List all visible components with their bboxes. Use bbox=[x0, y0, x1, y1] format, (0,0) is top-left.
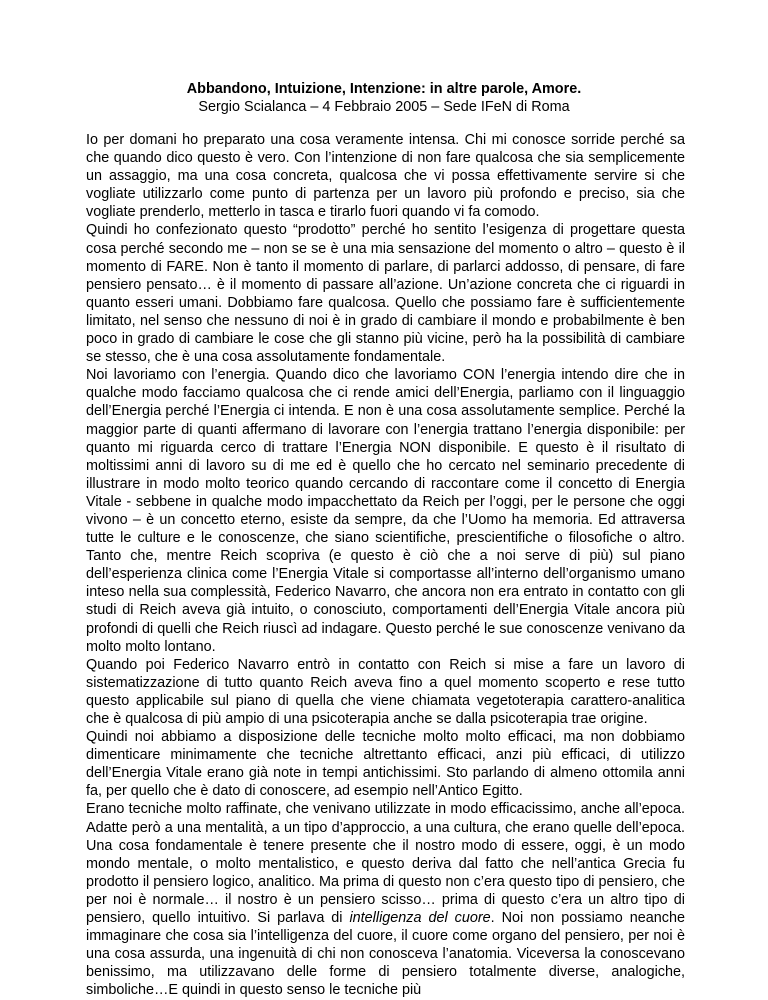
paragraph: Quindi noi abbiamo a disposizione delle tecniche molto molto efficaci, ma non dobbiamo dimenticare minimamente che tecniche altrettanto efficaci, anzi più efficaci, di utilizzo dell’Energia Vitale erano già note in tempi antichissimi. Sto parlando di almeno ottomila anni fa, per quello che è dato di conoscere, ad esempio nell’Antico Egitto. bbox=[86, 729, 685, 800]
document-title: Abbandono, Intuizione, Intenzione: in altre parole, Amore. bbox=[186, 81, 582, 97]
paragraph: Quando poi Federico Navarro entrò in contatto con Reich si mise a fare un lavoro di sistematizzazione di tutto quanto Reich aveva fino a quel momento scoperto e rese tutto questo applicabile sul piano di quella che viene chiamata vegetoterapia carattero-analitica che è qualcosa di più ampio di una psicoterapia anche se dalla psicoterapia trae origine. bbox=[86, 656, 685, 727]
paragraph-text-before: Erano tecniche molto raffinate, che venivano utilizzate in modo efficacissimo, anche all’epoca. Adatte però a una mentalità, a un tipo d’approccio, a una cultura, che erano quelle dell’epoca. Una cosa fondamentale è tenere presente che il nostro modo di essere, oggi, è un modo mondo mentale, o molto mentalistico, e questo deriva dal fatto che nell’antica Grecia fu prodotto il pensiero logico, analitico. Ma prima di questo non c’era questo tipo di pensiero, che per noi è normale… il nostro è un pensiero scisso… prima di questo c’era un altro tipo di pensiero, quello intuitivo. Si parlava di bbox=[86, 801, 685, 927]
paragraph-text-after: . Noi non possiamo neanche immaginare che cosa sia l’intelligenza del cuore, il cuore come organo del pensiero, per noi è una cosa assurda, una ingenuità di chi non conosceva l’anatomia. Viceversa la conoscevano benissimo, ma utilizzavano delle forme di pensiero totalmente diverse, analogiche, simboliche…E quindi in questo senso le tecniche più bbox=[86, 910, 685, 999]
document-header bbox=[0, 80, 768, 116]
italic-phrase: intelligenza del cuore bbox=[349, 910, 491, 927]
paragraph bbox=[86, 800, 685, 999]
paragraph: Io per domani ho preparato una cosa veramente intensa. Chi mi conosce sorride perché sa che quando dico questo è vero. Con l’intenzione di non fare qualcosa che sia semplicemente un assaggio, ma una cosa concreta, qualcosa che vi possa effettivamente servire si che vogliate utilizzarlo come punto di partenza per un lavoro più profondo e preciso, sia che vogliate prenderlo, metterlo in tasca e tirarlo fuori quando vi fa comodo. bbox=[86, 132, 685, 221]
document-body bbox=[86, 131, 685, 1000]
paragraph: Quindi ho confezionato questo “prodotto” perché ho sentito l’esigenza di progettare questa cosa perché secondo me – non se se è una mia sensazione del momento o altro – questo è il momento di FARE. Non è tanto il momento di parlare, di parlarci addosso, di pensare, di fare pensiero pensato… è il momento di passare all’azione. Un’azione concreta che ci riguardi in quanto esseri umani. Dobbiamo fare qualcosa. Quello che possiamo fare è sufficientemente limitato, nel senso che nessuno di noi è in grado di cambiare il mondo e probabilmente è ben poco in grado di cambiare le cose che gli stanno più vicine, però ha la possibilità di cambiare se stesso, che è una cosa assolutamente fondamentale. bbox=[86, 222, 685, 366]
paragraph: Noi lavoriamo con l’energia. Quando dico che lavoriamo CON l’energia intendo dire che in qualche modo facciamo qualcosa che ci rende amici dell’Energia, parliamo con il linguaggio dell’Energia perché l’Energia ci intenda. E non è una cosa assolutamente semplice. Perché la maggior parte di quanti affermano di lavorare con l’energia trattano l’energia disponibile: per quanto mi riguarda cerco di trattare l’Energia NON disponibile. E questo è il risultato di moltissimi anni di lavoro su di me ed è quello che ho cercato nel seminario precedente di illustrare in modo molto teorico quando cercando di raccontare come il concetto di Energia Vitale - sebbene in qualche modo impacchettato da Reich per l’oggi, per le persone che oggi vivono – è un concetto eterno, esiste da sempre, da che l’Uomo ha memoria. Ed attraversa tutte le culture e le conoscenze, che siano scientifiche, prescientifiche o filosofiche o altro. Tanto che, mentre Reich scopriva (e questo è ciò che a noi serve di più) sul piano dell’esperienza clinica come l’Energia Vitale si comportasse all’interno dell’organismo umano inteso nella sua complessità, Federico Navarro, che ancora non era entrato in contatto con gli studi di Reich aveva già intuito, o conosciuto, comportamenti dell’Energia Vitale ancora più profondi di quelli che Reich riuscì ad indagare. Questo perché le sue conoscenze venivano da molto molto lontano. bbox=[86, 367, 685, 655]
document-subtitle: Sergio Scialanca – 4 Febbraio 2005 – Sede IFeN di Roma bbox=[198, 99, 570, 115]
